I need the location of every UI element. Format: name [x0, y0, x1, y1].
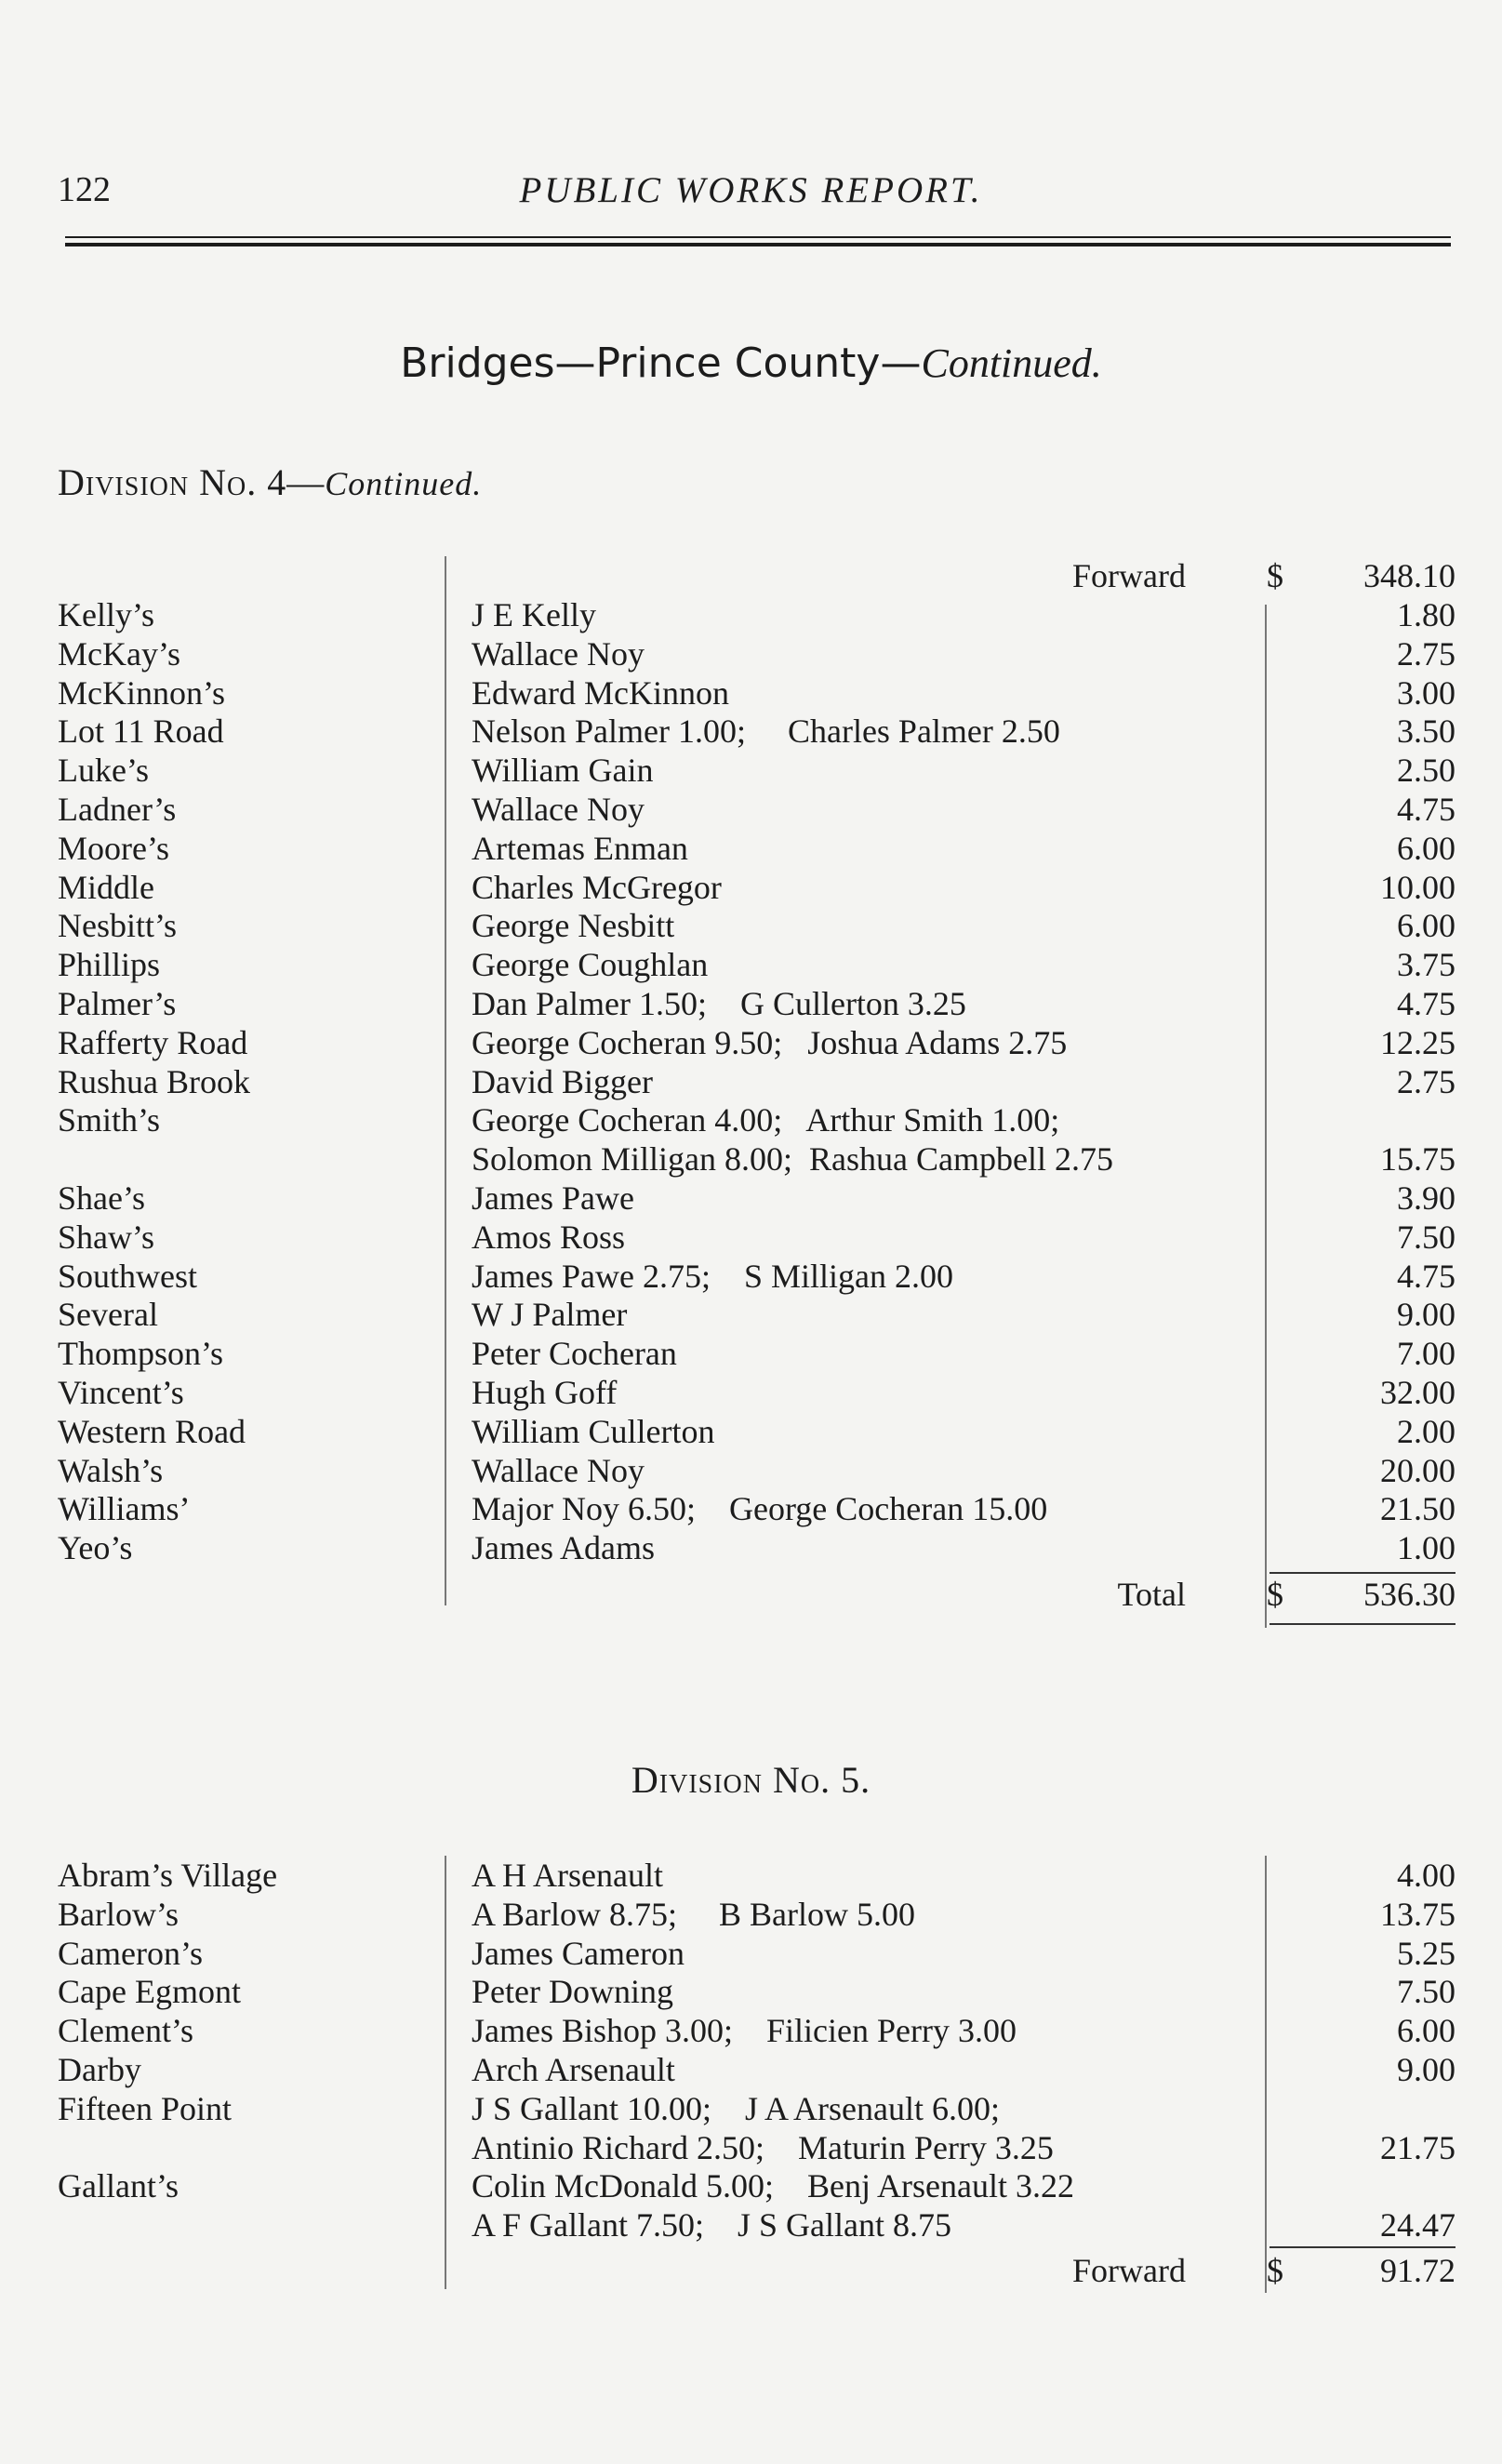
amount: 4.00: [1397, 1857, 1455, 1894]
bridge-name: Shaw’s: [58, 1218, 155, 1256]
payee: William Cullerton: [472, 1412, 715, 1450]
bridge-name: Kelly’s: [58, 596, 154, 633]
payee: George Coughlan: [472, 946, 709, 984]
table-row: [0, 2011, 1502, 2050]
amount: 4.75: [1397, 791, 1455, 828]
bridge-name: Southwest: [58, 1257, 198, 1295]
payee: Peter Cocheran: [472, 1335, 677, 1373]
header-rule-top: [65, 236, 1451, 238]
bridge-name: Phillips: [58, 946, 161, 984]
payee: Wallace Noy: [472, 1451, 645, 1489]
amount: 21.75: [1380, 2128, 1455, 2166]
division-5-heading: [0, 1758, 1502, 1802]
table-row: [0, 712, 1502, 751]
table-row: [0, 1179, 1502, 1218]
running-title: PUBLIC WORKS REPORT.: [519, 170, 983, 210]
bridge-name: Nesbitt’s: [58, 907, 178, 945]
forward-amount: 91.72: [1380, 2252, 1455, 2289]
division-5-forward-row: [0, 2251, 1502, 2290]
payee: Peter Downing: [472, 1973, 673, 2011]
payee: James Pawe: [472, 1179, 634, 1217]
bridge-name: Cape Egmont: [58, 1973, 241, 2011]
amount: 7.00: [1397, 1335, 1455, 1373]
division-4-forward-row: [0, 556, 1502, 595]
table-row: [0, 1334, 1502, 1373]
amount: 4.75: [1397, 985, 1455, 1022]
payee: George Nesbitt: [472, 907, 675, 945]
payee: James Pawe 2.75; S Milligan 2.00: [472, 1257, 953, 1295]
section-title-text: Bridges—Prince County—: [400, 340, 922, 387]
division-4-heading-text: Division No. 4—: [58, 461, 326, 503]
amount: 2.75: [1397, 634, 1455, 673]
table-row: [0, 829, 1502, 868]
table-row: [0, 1972, 1502, 2011]
section-title: [0, 340, 1502, 387]
header-rule-bottom: [65, 243, 1451, 246]
table-row: [0, 1218, 1502, 1257]
table-row: [0, 751, 1502, 790]
payee: Wallace Noy: [472, 634, 645, 673]
total-rule-top: [1269, 1572, 1455, 1574]
payee: A Barlow 8.75; B Barlow 5.00: [472, 1895, 915, 1933]
amount: 12.25: [1380, 1023, 1455, 1061]
table-row: [0, 2089, 1502, 2128]
bridge-name: Rafferty Road: [58, 1023, 248, 1061]
bridge-name: Darby: [58, 2051, 141, 2088]
total-rule-bottom: [1269, 1623, 1455, 1625]
payee: Colin McDonald 5.00; Benj Arsenault 3.22: [472, 2167, 1074, 2205]
forward-label: Forward: [1072, 2252, 1186, 2289]
bridge-name: McKinnon’s: [58, 673, 225, 712]
bridge-name: Yeo’s: [58, 1529, 133, 1567]
forward-rule: [1269, 2246, 1455, 2248]
payee: David Bigger: [472, 1062, 653, 1100]
payee: Hugh Goff: [472, 1374, 618, 1411]
table-row: [0, 906, 1502, 945]
payee: Dan Palmer 1.50; G Cullerton 3.25: [472, 985, 966, 1022]
bridge-name: Middle: [58, 868, 154, 906]
amount: 7.50: [1397, 1973, 1455, 2011]
table-row: [0, 595, 1502, 634]
division-4-total-row: [0, 1575, 1502, 1614]
bridge-name: McKay’s: [58, 634, 180, 673]
table-row: [0, 984, 1502, 1023]
table-row: [0, 1257, 1502, 1296]
amount: 9.00: [1397, 2051, 1455, 2088]
payee: J S Gallant 10.00; J A Arsenault 6.00;: [472, 2089, 1001, 2127]
total-amount: 536.30: [1363, 1576, 1455, 1613]
payee: Wallace Noy: [472, 791, 645, 828]
bridge-name: Palmer’s: [58, 985, 177, 1022]
bridge-name: Rushua Brook: [58, 1062, 250, 1100]
bridge-name: Walsh’s: [58, 1451, 164, 1489]
amount: 3.00: [1397, 673, 1455, 712]
payee: Major Noy 6.50; George Cocheran 15.00: [472, 1490, 1048, 1528]
table-row: [0, 945, 1502, 984]
forward-amount: 348.10: [1363, 557, 1455, 594]
payee: Arch Arsenault: [472, 2051, 675, 2088]
payee: Solomon Milligan 8.00; Rashua Campbell 2.75: [472, 1140, 1113, 1179]
table-row: [0, 1373, 1502, 1412]
bridge-name: Western Road: [58, 1412, 246, 1450]
amount: 9.00: [1397, 1296, 1455, 1334]
table-row: [0, 1295, 1502, 1334]
table-row: [0, 868, 1502, 907]
amount: 15.75: [1380, 1140, 1455, 1179]
payee: George Cocheran 4.00; Arthur Smith 1.00;: [472, 1101, 1060, 1139]
bridge-name: Abram’s Village: [58, 1857, 278, 1894]
amount: 2.00: [1397, 1412, 1455, 1450]
table-row: [0, 1412, 1502, 1451]
amount: 20.00: [1380, 1451, 1455, 1489]
division-4-heading: [58, 460, 482, 504]
amount: 2.50: [1397, 752, 1455, 790]
bridge-name: Shae’s: [58, 1179, 145, 1217]
payee: George Cocheran 9.50; Joshua Adams 2.75: [472, 1023, 1068, 1061]
bridge-name: Cameron’s: [58, 1934, 203, 1972]
amount: 13.75: [1380, 1895, 1455, 1933]
dollar-sign: $: [1267, 2252, 1283, 2289]
table-row: [0, 1451, 1502, 1490]
table-row: [0, 1489, 1502, 1528]
amount: 4.75: [1397, 1257, 1455, 1295]
payee: Artemas Enman: [472, 829, 688, 867]
table-row: [0, 2128, 1502, 2167]
payee: J E Kelly: [472, 596, 596, 633]
amount: 2.75: [1397, 1062, 1455, 1100]
table-row: [0, 2050, 1502, 2089]
bridge-name: Gallant’s: [58, 2167, 179, 2205]
amount: 3.50: [1397, 713, 1455, 751]
amount: 6.00: [1397, 829, 1455, 867]
amount: 7.50: [1397, 1218, 1455, 1256]
bridge-name: Lot 11 Road: [58, 713, 224, 751]
payee: James Adams: [472, 1529, 655, 1567]
total-label: Total: [1117, 1576, 1186, 1613]
table-row: [0, 1934, 1502, 1973]
payee: A F Gallant 7.50; J S Gallant 8.75: [472, 2206, 951, 2244]
division-4-heading-suffix: Continued.: [325, 465, 483, 502]
table-row: [0, 2166, 1502, 2205]
table-row: [0, 1856, 1502, 1895]
table-row: [0, 673, 1502, 713]
payee: W J Palmer: [472, 1296, 628, 1334]
amount: 5.25: [1397, 1934, 1455, 1972]
forward-label: Forward: [1072, 557, 1186, 594]
table-row: [0, 1528, 1502, 1567]
amount: 3.75: [1397, 946, 1455, 984]
table-row: [0, 1023, 1502, 1062]
division-5-heading-text: Division No. 5.: [631, 1759, 871, 1801]
payee: Edward McKinnon: [472, 673, 729, 712]
bridge-name: Luke’s: [58, 752, 149, 790]
table-row: [0, 1062, 1502, 1101]
bridge-name: Fifteen Point: [58, 2089, 232, 2127]
payee: Amos Ross: [472, 1218, 626, 1256]
bridge-name: Vincent’s: [58, 1374, 184, 1411]
amount: 1.80: [1397, 596, 1455, 633]
payee: Charles McGregor: [472, 868, 722, 906]
bridge-name: Ladner’s: [58, 791, 177, 828]
bridge-name: Several: [58, 1296, 158, 1334]
table-row: [0, 2205, 1502, 2244]
amount: 3.90: [1397, 1179, 1455, 1217]
payee: A H Arsenault: [472, 1857, 663, 1894]
table-row: [0, 1139, 1502, 1179]
payee: James Bishop 3.00; Filicien Perry 3.00: [472, 2012, 1017, 2050]
amount: 24.47: [1380, 2206, 1455, 2244]
dollar-sign: $: [1267, 1576, 1283, 1613]
table-row: [0, 634, 1502, 673]
amount: 6.00: [1397, 2012, 1455, 2050]
bridge-name: Williams’: [58, 1490, 191, 1528]
payee: William Gain: [472, 752, 654, 790]
amount: 6.00: [1397, 907, 1455, 945]
table-row: [0, 1895, 1502, 1934]
amount: 1.00: [1397, 1529, 1455, 1567]
dollar-sign: $: [1267, 557, 1283, 594]
bridge-name: Smith’s: [58, 1101, 161, 1139]
payee: James Cameron: [472, 1934, 685, 1972]
bridge-name: Barlow’s: [58, 1895, 179, 1933]
bridge-name: Thompson’s: [58, 1335, 224, 1373]
table-row: [0, 790, 1502, 829]
amount: 10.00: [1380, 868, 1455, 906]
amount: 32.00: [1380, 1374, 1455, 1411]
bridge-name: Clement’s: [58, 2012, 193, 2050]
amount: 21.50: [1380, 1490, 1455, 1528]
payee: Nelson Palmer 1.00; Charles Palmer 2.50: [472, 713, 1060, 751]
payee: Antinio Richard 2.50; Maturin Perry 3.25: [472, 2128, 1054, 2166]
bridge-name: Moore’s: [58, 829, 169, 867]
section-title-suffix: Continued.: [921, 340, 1102, 386]
table-row: [0, 1100, 1502, 1139]
page-number: 122: [58, 170, 111, 209]
